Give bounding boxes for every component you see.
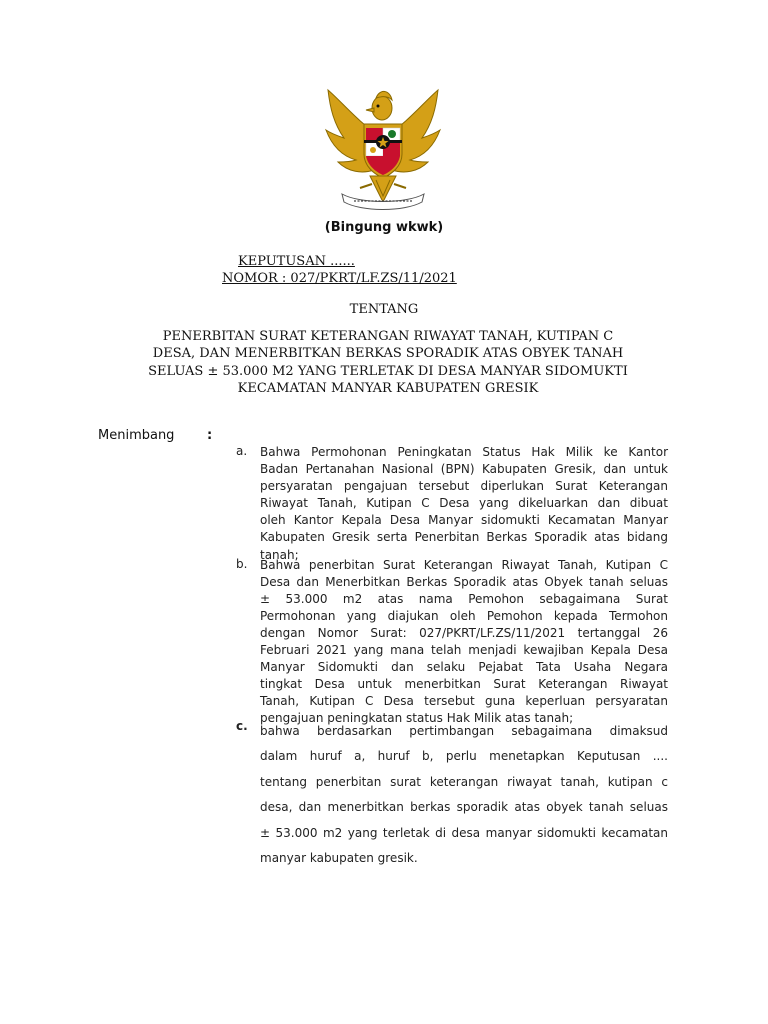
text-line: Manyar Sidomukti dan selaku Pejabat Tata Usaha Negara [260,660,668,675]
text-line: pengajuan peningkatan status Hak Milik atas tanah; [260,711,574,726]
menimbang-colon: : [207,428,213,443]
document-caption: (Bingung wkwk) [324,220,444,235]
item-marker: c. [236,719,248,733]
text-line: Tanah, Kutipan C Desa tersebut guna keperluan persyaratan [260,694,668,709]
title-line: KECAMATAN MANYAR KABUPATEN GRESIK [237,380,539,396]
title-line: PENERBITAN SURAT KETERANGAN RIWAYAT TANAH, KUTIPAN C [162,329,614,344]
text-line: tanah; [260,547,299,562]
text-line: dengan Nomor Surat: 027/PKRT/LF.ZS/11/2021 tertanggal 26 [260,626,668,641]
text-line: Bahwa penerbitan Surat Keterangan Riwayat Tanah, Kutipan C [260,558,668,572]
text-line: Februari 2021 yang mana telah menjadi kewajiban Kepala Desa [260,643,668,658]
text-line: Bahwa Permohonan Peningkatan Status Hak Milik ke Kantor [260,445,668,459]
title-line: SELUAS ± 53.000 M2 YANG TERLETAK DI DESA MANYAR SIDOMUKTI [148,363,628,379]
text-line: tingkat Desa untuk menerbitkan Surat Keterangan Riwayat [260,677,668,692]
text-line: bahwa berdasarkan pertimbangan sebagaimana dimaksud [260,724,668,738]
text-line: Desa dan Menerbitkan Berkas Sporadik atas Obyek tanah seluas [260,575,668,590]
item-text [260,719,668,871]
text-line: tentang penerbitan surat keterangan riwayat tanah, kutipan c [260,774,668,789]
text-line: desa, dan menerbitkan berkas sporadik atas obyek tanah seluas [260,800,668,815]
text-line: Riwayat Tanah, Kutipan C Desa yang dikeluarkan dan dibuat [260,496,668,511]
document-title [118,328,658,397]
menimbang-label: Menimbang [98,428,175,443]
keputusan-heading: KEPUTUSAN ...... [238,254,355,269]
item-marker: b. [236,557,248,571]
text-line: Permohonan yang diajukan oleh Pemohon kepada Termohon [260,609,668,624]
tentang-heading: TENTANG [349,302,419,317]
text-line: ± 53.000 m2 yang terletak di desa manyar sidomukti kecamatan [260,825,668,840]
text-line: ± 53.000 m2 atas nama Pemohon sebagaimana Surat [260,592,668,607]
text-line: manyar kabupaten gresik. [260,851,418,866]
item-text [260,444,668,564]
text-line: Badan Pertanahan Nasional (BPN) Kabupaten Gresik, dan untuk [260,462,668,477]
text-line: persyaratan pengajuan tersebut diperlukan Surat Keterangan [260,479,668,494]
item-marker: a. [236,444,248,458]
text-line: oleh Kantor Kepala Desa Manyar sidomukti Kecamatan Manyar [260,513,668,528]
document-number: NOMOR : 027/PKRT/LF.ZS/11/2021 [222,271,457,286]
text-line: Kabupaten Gresik serta Penerbitan Berkas Sporadik atas bidang [260,530,668,545]
title-line: DESA, DAN MENERBITKAN BERKAS SPORADIK ATAS OBYEK TANAH [152,346,624,362]
item-text [260,557,668,727]
garuda-pancasila-icon [320,84,446,216]
text-line: dalam huruf a, huruf b, perlu menetapkan Keputusan .... [260,749,668,764]
